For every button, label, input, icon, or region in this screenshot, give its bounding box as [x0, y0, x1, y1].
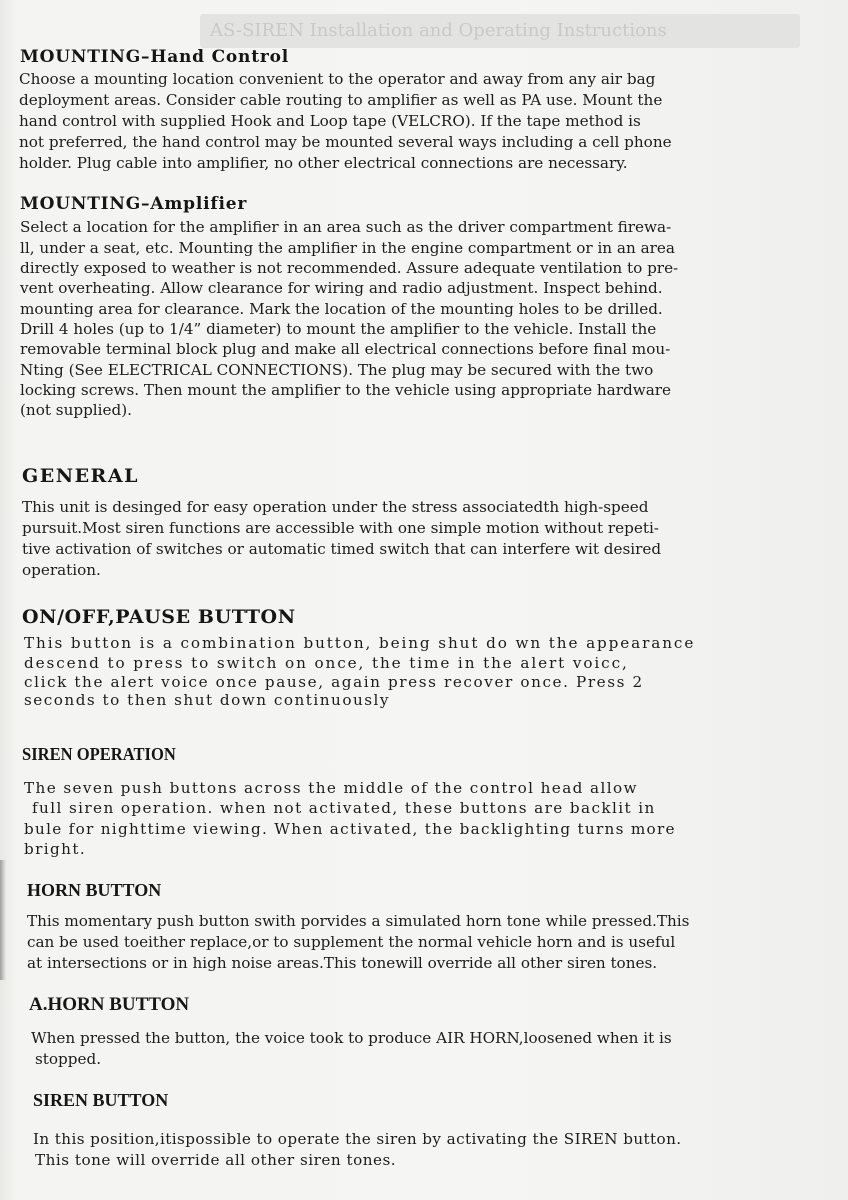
paragraph-line: (not supplied). [20, 401, 132, 419]
paragraph-line: seconds to then shut down continuously [24, 691, 390, 709]
binding-shadow [0, 860, 6, 980]
section-heading: SIREN OPERATION [22, 744, 176, 764]
paragraph-line: The seven push buttons across the middle of the control head allow [24, 779, 638, 797]
paragraph-line: can be used toeither replace,or to supplement the normal vehicle horn and is useful [27, 933, 676, 951]
paragraph-line: This button is a combination button, being shut do wn the appearance [24, 634, 696, 652]
section-heading: ON/OFF,PAUSE BUTTON [22, 606, 296, 628]
paragraph-line: This unit is desinged for easy operation under the stress associatedth high-speed [22, 498, 649, 516]
paragraph-line: vent overheating. Allow clearance for wiring and radio adjustment. Inspect behind. [20, 279, 663, 297]
paragraph-line: This tone will override all other siren tones. [35, 1151, 397, 1169]
paragraph-line: bright. [24, 840, 87, 858]
paragraph-line: ll, under a seat, etc. Mounting the amplifier in the engine compartment or in an area [20, 239, 675, 257]
paragraph-line: holder. Plug cable into amplifier, no other electrical connections are necessary. [19, 154, 628, 172]
paragraph-line: not preferred, the hand control may be mounted several ways including a cell phone [19, 133, 672, 151]
section-heading: SIREN BUTTON [33, 1090, 169, 1110]
paragraph-line: deployment areas. Consider cable routing to amplifier as well as PA use. Mount the [19, 91, 663, 109]
section-heading: A.HORN BUTTON [29, 994, 190, 1015]
section-heading: HORN BUTTON [27, 880, 162, 900]
paragraph-line: Drill 4 holes (up to 1/4” diameter) to mount the amplifier to the vehicle. Install the [20, 320, 657, 338]
paragraph-line: descend to press to switch on once, the time in the alert voicc, [24, 654, 629, 672]
paragraph-line: directly exposed to weather is not recommended. Assure adequate ventilation to pre- [20, 259, 679, 277]
paragraph-line: click the alert voice once pause, again press recover once. Press 2 [24, 673, 644, 691]
paragraph-line: bule for nighttime viewing. When activated, the backlighting turns more [24, 820, 676, 838]
paragraph-line: When pressed the button, the voice took to produce AIR HORN,loosened when it is [31, 1029, 672, 1047]
section-heading: MOUNTING–Hand Control [20, 47, 290, 67]
paragraph-line: tive activation of switches or automatic timed switch that can interfere wit desired [22, 540, 662, 558]
paragraph-line: at intersections or in high noise areas.This tonewill override all other siren tones. [27, 954, 658, 972]
paragraph-line: In this position,itispossible to operate the siren by activating the SIREN button. [33, 1130, 682, 1148]
paragraph-line: Select a location for the amplifier in an area such as the driver compartment firewa- [20, 218, 672, 236]
paragraph-line: mounting area for clearance. Mark the location of the mounting holes to be drilled. [20, 300, 663, 318]
paragraph-line: full siren operation. when not activated, these buttons are backlit in [32, 799, 656, 817]
paragraph-line: operation. [22, 561, 101, 579]
paragraph-line: removable terminal block plug and make all electrical connections before final mou- [20, 340, 671, 358]
paragraph-line: locking screws. Then mount the amplifier to the vehicle using appropriate hardware [20, 381, 672, 399]
paragraph-line: Nting (See ELECTRICAL CONNECTIONS). The plug may be secured with the two [20, 361, 654, 379]
section-heading: GENERAL [22, 465, 139, 487]
bleed-through-header: AS-SIREN Installation and Operating Instructions [200, 14, 800, 48]
paragraph-line: Choose a mounting location convenient to the operator and away from any air bag [19, 70, 656, 88]
paragraph-line: pursuit.Most siren functions are accessible with one simple motion without repeti- [22, 519, 659, 537]
section-heading: MOUNTING–Amplifier [20, 194, 248, 214]
paragraph-line: This momentary push button swith porvides a simulated horn tone while pressed.This [27, 912, 690, 930]
paragraph-line: stopped. [35, 1050, 102, 1068]
paragraph-line: hand control with supplied Hook and Loop tape (VELCRO). If the tape method is [19, 112, 641, 130]
